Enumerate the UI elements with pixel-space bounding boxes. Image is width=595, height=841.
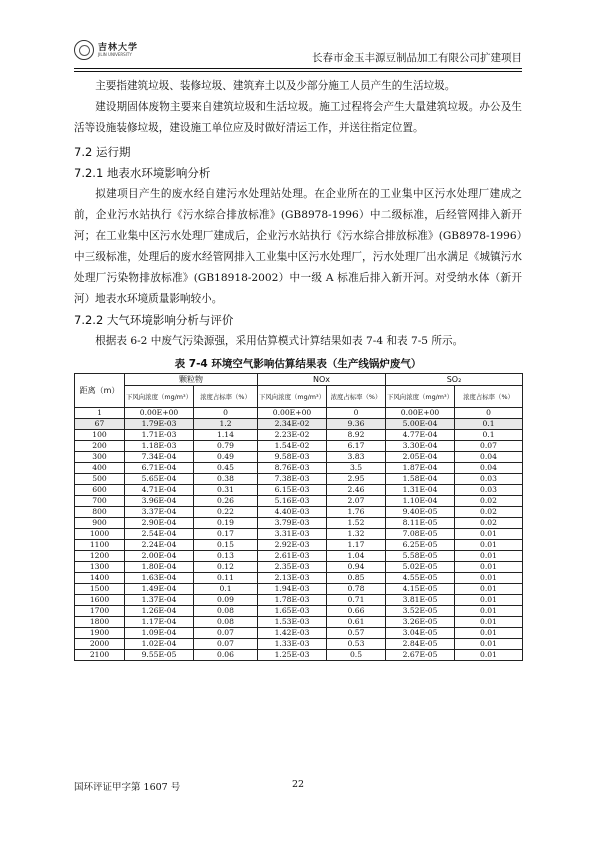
distance-cell: 800 [75,507,125,518]
value-cell: 0.02 [455,496,523,507]
value-cell: 0.19 [194,518,258,529]
value-cell: 0.01 [455,606,523,617]
value-cell: 0 [455,408,523,419]
value-cell: 0.02 [455,518,523,529]
distance-cell: 100 [75,430,125,441]
sub-header-conc: 下风向浓度（mg/m³） [125,386,194,408]
table-row [75,496,523,507]
value-cell: 2.84E-05 [386,639,455,650]
value-cell: 0.00E+00 [125,408,194,419]
table-row [75,463,523,474]
value-cell: 0.94 [327,562,386,573]
table-title: 表 7-4 环境空气影响估算结果表（生产线锅炉废气） [174,358,422,370]
table-row [75,518,523,529]
value-cell: 1.10E-04 [386,496,455,507]
seal-icon [74,40,94,60]
value-cell: 1.02E-04 [125,639,194,650]
header-divider-thin [74,71,522,72]
distance-cell: 600 [75,485,125,496]
table-row [75,540,523,551]
distance-header: 距离（m） [75,374,125,408]
distance-cell: 900 [75,518,125,529]
distance-cell: 2100 [75,650,125,661]
paragraph-air-intro: 根据表 6-2 中废气污染源强，采用估算模式计算结果如表 7-4 和表 7-5 所示。 [95,335,464,347]
value-cell: 4.15E-05 [386,584,455,595]
sub-header-rate: 浓度占标率（%） [327,386,386,408]
value-cell: 1.18E-03 [125,441,194,452]
value-cell: 7.34E-04 [125,452,194,463]
value-cell: 0.04 [455,463,523,474]
value-cell: 0 [194,408,258,419]
sub-header-rate: 浓度占标率（%） [455,386,523,408]
table-row [75,617,523,628]
value-cell: 3.04E-05 [386,628,455,639]
value-cell: 0.01 [455,595,523,606]
value-cell: 0.11 [194,573,258,584]
distance-cell: 1900 [75,628,125,639]
value-cell: 0.53 [327,639,386,650]
distance-cell: 1700 [75,606,125,617]
value-cell: 0.01 [455,650,523,661]
logo-subtitle: JILIN UNIVERSITY [98,52,132,57]
value-cell: 1.42E-03 [258,628,327,639]
group-header-so2: SO₂ [386,374,523,386]
value-cell: 2.24E-04 [125,540,194,551]
distance-cell: 1600 [75,595,125,606]
value-cell: 2.61E-03 [258,551,327,562]
value-cell: 0.07 [455,441,523,452]
value-cell: 0.04 [455,452,523,463]
value-cell: 0.26 [194,496,258,507]
value-cell: 0.49 [194,452,258,463]
distance-cell: 1200 [75,551,125,562]
group-header-pm: 颗粒物 [125,374,258,386]
value-cell: 0.22 [194,507,258,518]
value-cell: 0.01 [455,562,523,573]
value-cell: 1.71E-03 [125,430,194,441]
value-cell: 0.13 [194,551,258,562]
value-cell: 1.04 [327,551,386,562]
distance-cell: 400 [75,463,125,474]
value-cell: 0.1 [194,584,258,595]
value-cell: 0.17 [194,529,258,540]
value-cell: 6.71E-04 [125,463,194,474]
table-row [75,474,523,485]
value-cell: 7.38E-03 [258,474,327,485]
value-cell: 0.31 [194,485,258,496]
table-row [75,551,523,562]
sub-header-conc: 下风向浓度（mg/m³） [386,386,455,408]
value-cell: 8.11E-05 [386,518,455,529]
value-cell: 3.79E-03 [258,518,327,529]
table-row [75,595,523,606]
value-cell: 1.65E-03 [258,606,327,617]
value-cell: 5.16E-03 [258,496,327,507]
value-cell: 3.52E-05 [386,606,455,617]
value-cell: 3.30E-04 [386,441,455,452]
value-cell: 0.01 [455,573,523,584]
value-cell: 0.38 [194,474,258,485]
distance-cell: 1000 [75,529,125,540]
value-cell: 0.03 [455,485,523,496]
sub-header-rate: 浓度占标率（%） [194,386,258,408]
value-cell: 3.5 [327,463,386,474]
table-row [75,485,523,496]
value-cell: 0.1 [455,419,523,430]
university-logo [74,40,154,62]
value-cell: 1.80E-04 [125,562,194,573]
value-cell: 2.46 [327,485,386,496]
value-cell: 2.23E-02 [258,430,327,441]
value-cell: 8.92 [327,430,386,441]
value-cell: 2.05E-04 [386,452,455,463]
value-cell: 0.01 [455,617,523,628]
value-cell: 0.07 [194,628,258,639]
value-cell: 2.95 [327,474,386,485]
paragraph-waste-types: 主要指建筑垃圾、装修垃圾、建筑弃土以及少部分施工人员产生的生活垃圾。 [95,80,456,92]
table-row [75,628,523,639]
value-cell: 1.37E-04 [125,595,194,606]
value-cell: 0.01 [455,529,523,540]
value-cell: 2.34E-02 [258,419,327,430]
value-cell: 1.94E-03 [258,584,327,595]
value-cell: 5.65E-04 [125,474,194,485]
sub-header-conc: 下风向浓度（mg/m³） [258,386,327,408]
value-cell: 8.76E-03 [258,463,327,474]
value-cell: 4.55E-05 [386,573,455,584]
value-cell: 0.01 [455,584,523,595]
value-cell: 3.31E-03 [258,529,327,540]
table-row [75,529,523,540]
value-cell: 2.90E-04 [125,518,194,529]
value-cell: 0 [327,408,386,419]
value-cell: 0.09 [194,595,258,606]
value-cell: 1.52 [327,518,386,529]
table-row [75,573,523,584]
air-impact-table [74,373,523,661]
distance-cell: 67 [75,419,125,430]
table-row [75,584,523,595]
table-row [75,562,523,573]
table-row [75,419,523,430]
value-cell: 0.08 [194,606,258,617]
value-cell: 1.33E-03 [258,639,327,650]
section-heading-7-2-1: 7.2.1 地表水环境影响分析 [74,166,211,180]
value-cell: 0.01 [455,540,523,551]
value-cell: 1.76 [327,507,386,518]
value-cell: 0.01 [455,639,523,650]
value-cell: 1.79E-03 [125,419,194,430]
value-cell: 0.45 [194,463,258,474]
distance-cell: 1 [75,408,125,419]
value-cell: 1.32 [327,529,386,540]
value-cell: 9.55E-05 [125,650,194,661]
paragraph-wastewater: 拟建项目产生的废水经自建污水处理站处理。在企业所在的工业集中区污水处理厂建成之前，企业污水站执行《污水综合排放标准》(GB8978-1996）中二级标准，后经管网排入新开河；在工业集中区污水处理厂建成后，企业污水站执行《污水综合排放标准》(GB8978-1996）中三级标准，处理后的废水经管网排入工业集中区污水处理厂，污水处理厂出水满足《城镇污水处理厂污染物排放标准》(GB18918-2002）中一级 A 标准后排入新开河。对受纳水体（新开河）地表水环境质量影响较小。 [74,188,522,305]
value-cell: 1.17 [327,540,386,551]
value-cell: 1.63E-04 [125,573,194,584]
table-row [75,606,523,617]
value-cell: 2.92E-03 [258,540,327,551]
value-cell: 0.5 [327,650,386,661]
group-header-nox: NOx [258,374,386,386]
value-cell: 2.35E-03 [258,562,327,573]
value-cell: 3.26E-05 [386,617,455,628]
value-cell: 1.49E-04 [125,584,194,595]
value-cell: 6.15E-03 [258,485,327,496]
distance-cell: 2000 [75,639,125,650]
value-cell: 1.31E-04 [386,485,455,496]
value-cell: 0.01 [455,551,523,562]
value-cell: 0.12 [194,562,258,573]
value-cell: 1.87E-04 [386,463,455,474]
distance-cell: 500 [75,474,125,485]
value-cell: 2.54E-04 [125,529,194,540]
distance-cell: 1100 [75,540,125,551]
value-cell: 3.96E-04 [125,496,194,507]
value-cell: 0.85 [327,573,386,584]
value-cell: 5.58E-05 [386,551,455,562]
logo-name: 吉林大学 [98,43,139,53]
value-cell: 4.77E-04 [386,430,455,441]
project-title: 长春市金玉丰源豆制品加工有限公司扩建项目 [312,52,522,64]
table-row [75,650,523,661]
value-cell: 0.61 [327,617,386,628]
value-cell: 5.00E-04 [386,419,455,430]
value-cell: 0.00E+00 [386,408,455,419]
value-cell: 3.83 [327,452,386,463]
value-cell: 0.06 [194,650,258,661]
value-cell: 1.58E-04 [386,474,455,485]
value-cell: 0.00E+00 [258,408,327,419]
distance-cell: 1400 [75,573,125,584]
value-cell: 2.13E-03 [258,573,327,584]
value-cell: 0.03 [455,474,523,485]
value-cell: 0.08 [194,617,258,628]
distance-cell: 700 [75,496,125,507]
value-cell: 0.79 [194,441,258,452]
value-cell: 0.01 [455,628,523,639]
value-cell: 9.58E-03 [258,452,327,463]
header-divider [74,68,522,69]
value-cell: 0.02 [455,507,523,518]
value-cell: 5.02E-05 [386,562,455,573]
distance-cell: 300 [75,452,125,463]
value-cell: 9.40E-05 [386,507,455,518]
page-number: 22 [292,779,305,790]
table-row [75,452,523,463]
table-row [75,639,523,650]
table-row [75,507,523,518]
value-cell: 1.14 [194,430,258,441]
value-cell: 9.36 [327,419,386,430]
paragraph-solid-waste: 建设期固体废物主要来自建筑垃圾和生活垃圾。施工过程将会产生大量建筑垃圾。办公及生活等设施装修垃圾，建设施工单位应及时做好清运工作，并送往指定位置。 [74,101,522,134]
value-cell: 7.08E-05 [386,529,455,540]
value-cell: 1.09E-04 [125,628,194,639]
value-cell: 4.40E-03 [258,507,327,518]
value-cell: 2.07 [327,496,386,507]
value-cell: 1.78E-03 [258,595,327,606]
table-row [75,430,523,441]
value-cell: 2.00E-04 [125,551,194,562]
distance-cell: 1500 [75,584,125,595]
value-cell: 4.71E-04 [125,485,194,496]
value-cell: 0.66 [327,606,386,617]
page-header [74,34,522,72]
table-row [75,441,523,452]
value-cell: 1.54E-02 [258,441,327,452]
value-cell: 0.57 [327,628,386,639]
value-cell: 3.81E-05 [386,595,455,606]
section-heading-7-2-2: 7.2.2 大气环境影响分析与评价 [74,313,234,327]
value-cell: 6.17 [327,441,386,452]
distance-cell: 1300 [75,562,125,573]
value-cell: 0.07 [194,639,258,650]
certificate-number: 国环评证甲字第 1607 号 [74,782,181,793]
value-cell: 0.15 [194,540,258,551]
value-cell: 1.53E-03 [258,617,327,628]
distance-cell: 1800 [75,617,125,628]
value-cell: 6.25E-05 [386,540,455,551]
value-cell: 0.1 [455,430,523,441]
value-cell: 1.2 [194,419,258,430]
value-cell: 0.78 [327,584,386,595]
value-cell: 1.25E-03 [258,650,327,661]
section-heading-7-2: 7.2 运行期 [74,145,131,159]
value-cell: 3.37E-04 [125,507,194,518]
value-cell: 2.67E-05 [386,650,455,661]
table-row [75,408,523,419]
value-cell: 1.26E-04 [125,606,194,617]
distance-cell: 200 [75,441,125,452]
page-content [74,76,522,661]
value-cell: 1.17E-04 [125,617,194,628]
table-body [75,408,523,661]
value-cell: 0.71 [327,595,386,606]
